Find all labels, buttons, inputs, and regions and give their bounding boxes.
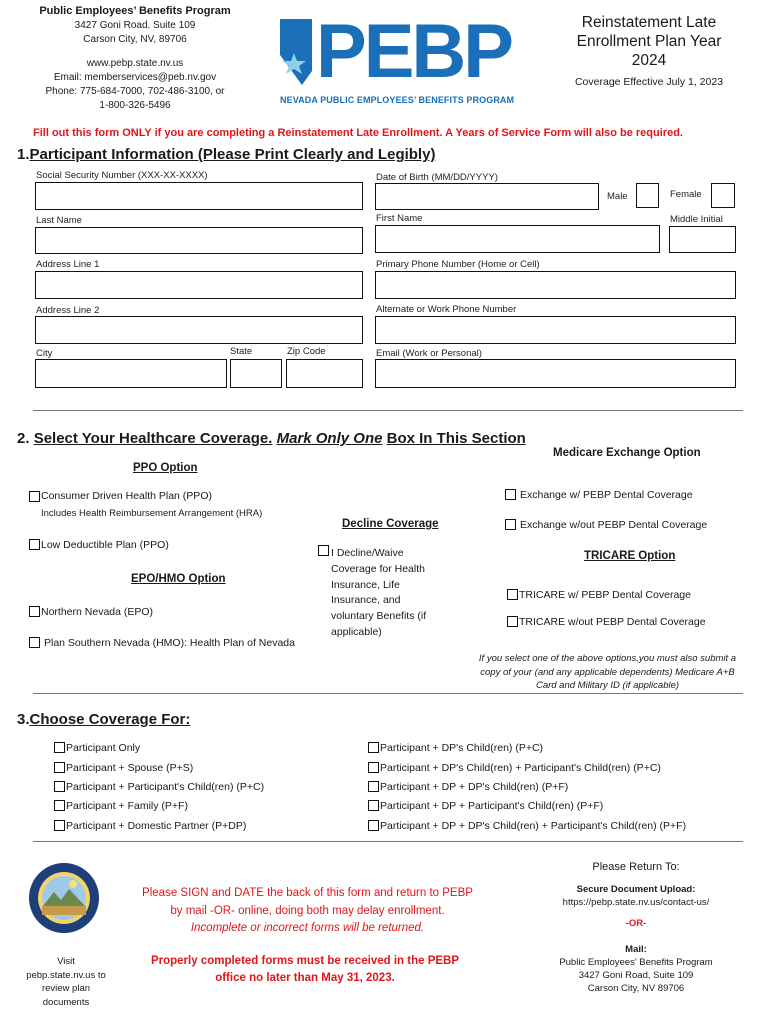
coverage-checkbox-ps[interactable] xyxy=(54,762,65,773)
section1-number: 1. xyxy=(17,146,30,163)
primary-phone-field[interactable] xyxy=(375,271,736,299)
female-checkbox[interactable] xyxy=(711,183,735,208)
dob-label: Date of Birth (MM/DD/YYYY) xyxy=(376,172,498,183)
section2-title-b: Mark Only One xyxy=(276,430,383,447)
decline-heading: Decline Coverage xyxy=(342,518,439,530)
coverage-label: Participant + DP's Child(ren) + Participant's Child(ren) (P+C) xyxy=(380,762,661,774)
section1-title: Participant Information (Please Print Clearly and Legibly) xyxy=(29,146,436,163)
coverage-effective: Coverage Effective July 1, 2023 xyxy=(574,76,724,88)
coverage-label: Participant + Family (P+F) xyxy=(66,800,188,812)
logo-wordmark: PEBP xyxy=(316,9,511,94)
form-title-line1: Reinstatement Late xyxy=(581,14,717,31)
logo-tagline: NEVADA PUBLIC EMPLOYEES’ BENEFITS PROGRAM xyxy=(280,95,515,105)
tricare-dental-checkbox[interactable] xyxy=(507,589,518,600)
divider-2 xyxy=(33,693,743,694)
visit-line: Visit xyxy=(57,956,75,967)
mail-line: 3427 Goni Road, Suite 109 xyxy=(578,970,694,981)
medicare-heading: Medicare Exchange Option xyxy=(553,447,701,459)
address2-label: Address Line 2 xyxy=(36,305,100,316)
note-line: copy of your (and any applicable dependents) Medicare A+B xyxy=(480,666,735,678)
org-email: Email: memberservices@peb.nv.gov xyxy=(53,72,217,83)
cdhp-checkbox[interactable] xyxy=(29,491,40,502)
coverage-checkbox-dp-all[interactable] xyxy=(368,820,379,831)
epo-checkbox[interactable] xyxy=(29,606,40,617)
dob-field[interactable] xyxy=(375,183,599,210)
middle-initial-field[interactable] xyxy=(669,226,736,253)
incomplete-message: Incomplete or incorrect forms will be returned. xyxy=(190,922,425,934)
alt-phone-field[interactable] xyxy=(375,316,736,344)
exchange-dental-checkbox[interactable] xyxy=(505,489,516,500)
nevada-seal-icon xyxy=(28,862,100,934)
decline-line: Insurance, Life xyxy=(331,578,400,591)
org-phone1: Phone: 775-684-7000, 702-486-3100, or xyxy=(45,86,225,97)
sign-line: Please SIGN and DATE the back of this form and return to PEBP xyxy=(142,887,473,899)
ldhp-label: Low Deductible Plan (PPO) xyxy=(41,539,169,551)
upload-url[interactable]: https://pebp.state.nv.us/contact-us/ xyxy=(562,897,710,908)
deadline-line: Properly completed forms must be received in the PEBP xyxy=(150,955,460,967)
first-name-label: First Name xyxy=(376,213,423,224)
coverage-checkbox-dp-dpc[interactable] xyxy=(368,781,379,792)
epo-heading: EPO/HMO Option xyxy=(131,573,226,585)
first-name-field[interactable] xyxy=(375,225,660,253)
mail-heading: Mail: xyxy=(625,944,647,955)
middle-initial-label: Middle Initial xyxy=(670,214,723,225)
coverage-label: Participant + DP + DP's Child(ren) (P+F) xyxy=(380,781,569,793)
decline-line: Coverage for Health xyxy=(331,562,425,575)
male-checkbox[interactable] xyxy=(636,183,659,208)
last-name-label: Last Name xyxy=(36,215,82,226)
coverage-checkbox-pf[interactable] xyxy=(54,800,65,811)
visit-line: pebp.state.nv.us to xyxy=(26,969,106,981)
upload-heading: Secure Document Upload: xyxy=(576,884,696,895)
org-contact-block xyxy=(30,4,240,113)
mail-line: Carson City, NV 89706 xyxy=(587,983,685,994)
coverage-label: Participant + DP + DP's Child(ren) + Participant's Child(ren) (P+F) xyxy=(380,820,687,832)
alt-phone-label: Alternate or Work Phone Number xyxy=(376,304,517,315)
ssn-label: Social Security Number (XXX-XX-XXXX) xyxy=(36,170,208,181)
deadline-line: office no later than May 31, 2023. xyxy=(215,972,395,984)
female-label: Female xyxy=(670,189,702,200)
decline-checkbox[interactable] xyxy=(318,545,329,556)
org-phone2: 1-800-326-5496 xyxy=(99,100,171,111)
coverage-checkbox-dpc[interactable] xyxy=(368,742,379,753)
coverage-checkbox-pc[interactable] xyxy=(54,781,65,792)
epo-label: Northern Nevada (EPO) xyxy=(41,606,154,618)
cdhp-label: Consumer Driven Health Plan (PPO) xyxy=(41,490,212,502)
org-name: Public Employees’ Benefits Program xyxy=(39,5,231,17)
decline-line: voluntary Benefits (if xyxy=(331,610,427,623)
coverage-label: Participant + Participant's Child(ren) (P+C) xyxy=(66,781,265,793)
address1-label: Address Line 1 xyxy=(36,259,100,270)
divider-1 xyxy=(33,410,743,411)
last-name-field[interactable] xyxy=(35,227,363,254)
section3-heading xyxy=(17,711,190,728)
decline-line: I Decline/Waive xyxy=(331,547,404,559)
coverage-label: Participant + Spouse (P+S) xyxy=(66,762,194,774)
visit-text xyxy=(18,955,114,1009)
section1-heading xyxy=(17,146,435,163)
city-field[interactable] xyxy=(35,359,227,388)
tricare-dental-label: TRICARE w/ PEBP Dental Coverage xyxy=(519,589,691,601)
form-title-line3: 2024 xyxy=(631,52,667,69)
ssn-field[interactable] xyxy=(35,182,363,210)
address1-field[interactable] xyxy=(35,271,363,299)
hmo-checkbox[interactable] xyxy=(29,637,40,648)
note-line: If you select one of the above options,you must also submit a xyxy=(478,653,737,664)
org-address-line1: 3427 Goni Road. Suite 109 xyxy=(74,20,196,31)
coverage-checkbox-p[interactable] xyxy=(54,742,65,753)
coverage-checkbox-dp-pc[interactable] xyxy=(368,800,379,811)
state-field[interactable] xyxy=(230,359,282,388)
address2-field[interactable] xyxy=(35,316,363,344)
coverage-checkbox-dpc-pc[interactable] xyxy=(368,762,379,773)
visit-line: documents xyxy=(42,996,90,1008)
tricare-no-dental-checkbox[interactable] xyxy=(507,616,518,627)
exchange-no-dental-label: Exchange w/out PEBP Dental Coverage xyxy=(520,519,708,531)
pebp-logo xyxy=(276,9,515,107)
form-title-block xyxy=(544,13,754,88)
decline-line: Insurance, and xyxy=(331,594,401,607)
section2-title-a: Select Your Healthcare Coverage. xyxy=(33,430,273,447)
form-notice: Fill out this form ONLY if you are completing a Reinstatement Late Enrollment. A Years of Service Form will also be required. xyxy=(33,127,683,139)
decline-line: applicable) xyxy=(331,625,382,638)
primary-phone-label: Primary Phone Number (Home or Cell) xyxy=(376,259,540,270)
mail-line: Public Employees' Benefits Program xyxy=(559,957,713,968)
ppo-heading: PPO Option xyxy=(133,462,198,474)
section3-number: 3. xyxy=(17,711,30,728)
section3-title: Choose Coverage For: xyxy=(29,711,191,728)
coverage-checkbox-pdp[interactable] xyxy=(54,820,65,831)
coverage-label: Participant + DP + Participant's Child(ren) (P+F) xyxy=(380,800,604,812)
org-website: www.pebp.state.nv.us xyxy=(86,58,184,69)
org-address-line2: Carson City, NV, 89706 xyxy=(83,34,187,45)
email-field[interactable] xyxy=(375,359,736,388)
deadline-message xyxy=(130,953,480,987)
section2-number: 2. xyxy=(17,430,30,447)
note-line: Card and Military ID (if applicable) xyxy=(535,680,680,691)
state-label: State xyxy=(230,346,253,357)
city-label: City xyxy=(36,348,53,359)
section2-note xyxy=(460,652,755,693)
email-label: Email (Work or Personal) xyxy=(376,348,482,359)
sign-message xyxy=(120,885,495,938)
zip-label: Zip Code xyxy=(287,346,326,357)
zip-field[interactable] xyxy=(286,359,363,388)
tricare-no-dental-label: TRICARE w/out PEBP Dental Coverage xyxy=(519,616,706,628)
tricare-heading: TRICARE Option xyxy=(584,550,676,562)
return-block xyxy=(530,861,742,995)
form-title-line2: Enrollment Plan Year xyxy=(576,33,722,50)
exchange-no-dental-checkbox[interactable] xyxy=(505,519,516,530)
section2-title-c: Box In This Section xyxy=(386,430,526,447)
coverage-label: Participant Only xyxy=(66,742,141,754)
ldhp-checkbox[interactable] xyxy=(29,539,40,550)
sign-line: by mail -OR- online, doing both may delay enrollment. xyxy=(170,904,445,917)
exchange-dental-label: Exchange w/ PEBP Dental Coverage xyxy=(520,489,693,501)
male-label: Male xyxy=(607,191,628,202)
hmo-label: Plan Southern Nevada (HMO): Health Plan of Nevada xyxy=(44,637,295,649)
cdhp-note: Includes Health Reimbursement Arrangement (HRA) xyxy=(41,508,263,519)
coverage-label: Participant + Domestic Partner (P+DP) xyxy=(66,820,247,832)
section2-heading xyxy=(17,430,526,447)
or-text: -OR- xyxy=(625,918,647,929)
coverage-label: Participant + DP's Child(ren) (P+C) xyxy=(380,742,544,754)
decline-text xyxy=(331,546,426,641)
visit-line: review plan xyxy=(41,983,91,994)
divider-3 xyxy=(33,841,743,842)
return-heading: Please Return To: xyxy=(592,861,680,873)
